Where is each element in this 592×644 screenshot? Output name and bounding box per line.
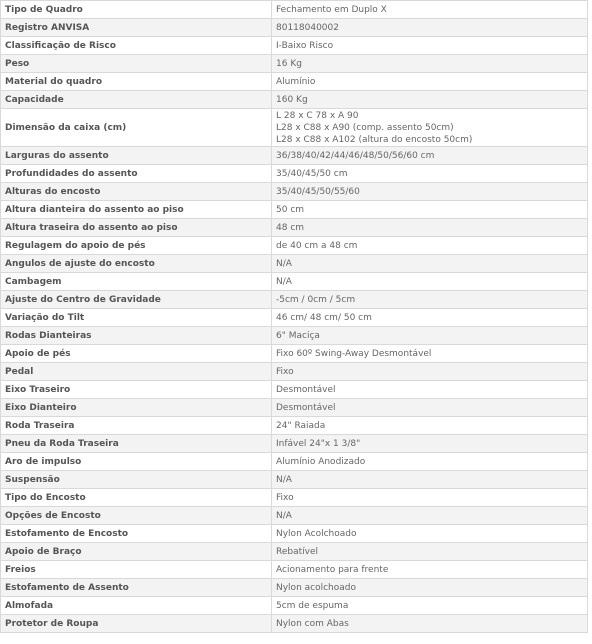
spec-value (272, 55, 588, 73)
spec-label: Estofamento de Encosto (1, 525, 272, 543)
spec-value (272, 399, 588, 417)
spec-value (272, 435, 588, 453)
spec-value-line: L28 x C88 x A90 (comp. assento 50cm) (276, 122, 454, 133)
spec-value-line: Fixo (276, 492, 294, 503)
spec-label: Opções de Encosto (1, 507, 272, 525)
spec-row (1, 417, 588, 435)
spec-value-line: 35/40/45/50 cm (276, 168, 348, 179)
spec-row (1, 237, 588, 255)
spec-value-line: 80118040002 (276, 22, 339, 33)
spec-value-line: 160 Kg (276, 94, 308, 105)
spec-value-line: 5cm de espuma (276, 600, 349, 611)
spec-row (1, 507, 588, 525)
spec-row (1, 525, 588, 543)
spec-value-line: N/A (276, 474, 292, 485)
specifications-table-body (1, 1, 588, 633)
spec-value-line: 16 Kg (276, 58, 302, 69)
spec-row (1, 399, 588, 417)
spec-label: Eixo Dianteiro (1, 399, 272, 417)
spec-value-line: N/A (276, 258, 292, 269)
spec-row (1, 471, 588, 489)
spec-value (272, 73, 588, 91)
spec-value (272, 561, 588, 579)
spec-value-line: 36/38/40/42/44/46/48/50/56/60 cm (276, 150, 435, 161)
spec-value-line: Infável 24"x 1 3/8" (276, 438, 361, 449)
spec-value-line: N/A (276, 510, 292, 521)
spec-value-line: Alumínio Anodizado (276, 456, 366, 467)
spec-label: Alturas do encosto (1, 183, 272, 201)
spec-value (272, 327, 588, 345)
spec-value-line: Rebatível (276, 546, 319, 557)
spec-row (1, 543, 588, 561)
spec-value (272, 19, 588, 37)
spec-value-line: L28 x C88 x A102 (altura do encosto 50cm) (276, 134, 473, 145)
spec-value-line: I-Baixo Risco (276, 40, 334, 51)
spec-value-line: 50 cm (276, 204, 305, 215)
spec-row (1, 147, 588, 165)
spec-value-line: Nylon com Abas (276, 618, 349, 629)
spec-label: Registro ANVISA (1, 19, 272, 37)
spec-value-line: 6" Maciça (276, 330, 320, 341)
spec-row (1, 183, 588, 201)
spec-value (272, 471, 588, 489)
spec-row (1, 309, 588, 327)
spec-label: Apoio de pés (1, 345, 272, 363)
spec-label: Tipo de Quadro (1, 1, 272, 19)
spec-row (1, 109, 588, 147)
spec-value (272, 597, 588, 615)
spec-row (1, 579, 588, 597)
spec-value (272, 37, 588, 55)
spec-row (1, 219, 588, 237)
spec-row (1, 597, 588, 615)
spec-label: Eixo Traseiro (1, 381, 272, 399)
spec-value (272, 615, 588, 633)
spec-value-line: Nylon Acolchoado (276, 528, 357, 539)
spec-value-line: 46 cm/ 48 cm/ 50 cm (276, 312, 372, 323)
spec-label: Larguras do assento (1, 147, 272, 165)
spec-value (272, 309, 588, 327)
spec-value-line: Acionamento para frente (276, 564, 389, 575)
spec-value-line: Desmontável (276, 402, 336, 413)
spec-label: Suspensão (1, 471, 272, 489)
spec-row (1, 363, 588, 381)
spec-value-line: 35/40/45/50/55/60 (276, 186, 360, 197)
spec-label: Dimensão da caixa (cm) (1, 109, 272, 147)
spec-row (1, 615, 588, 633)
spec-row (1, 291, 588, 309)
spec-value (272, 543, 588, 561)
spec-label: Estofamento de Assento (1, 579, 272, 597)
spec-row (1, 273, 588, 291)
spec-value (272, 237, 588, 255)
spec-row (1, 55, 588, 73)
spec-label: Profundidades do assento (1, 165, 272, 183)
spec-row (1, 91, 588, 109)
spec-label: Aro de impulso (1, 453, 272, 471)
spec-value-line: Nylon acolchoado (276, 582, 356, 593)
spec-label: Altura traseira do assento ao piso (1, 219, 272, 237)
spec-value (272, 417, 588, 435)
spec-label: Capacidade (1, 91, 272, 109)
spec-value (272, 1, 588, 19)
spec-row (1, 381, 588, 399)
spec-label: Rodas Dianteiras (1, 327, 272, 345)
spec-value (272, 201, 588, 219)
spec-value-line: Desmontável (276, 384, 336, 395)
spec-row (1, 37, 588, 55)
spec-value (272, 291, 588, 309)
spec-value (272, 363, 588, 381)
spec-label: Tipo do Encosto (1, 489, 272, 507)
spec-value-line: Fixo (276, 366, 294, 377)
spec-label: Altura dianteira do assento ao piso (1, 201, 272, 219)
spec-value-line: Fixo 60º Swing-Away Desmontável (276, 348, 432, 359)
spec-row (1, 255, 588, 273)
spec-value-line: de 40 cm a 48 cm (276, 240, 358, 251)
spec-value (272, 345, 588, 363)
spec-label: Almofada (1, 597, 272, 615)
spec-value (272, 525, 588, 543)
spec-value-line: 24" Raiada (276, 420, 326, 431)
spec-label: Protetor de Roupa (1, 615, 272, 633)
spec-row (1, 561, 588, 579)
spec-value (272, 453, 588, 471)
spec-value-line: 48 cm (276, 222, 305, 233)
spec-value-line: Alumínio (276, 76, 316, 87)
spec-value (272, 219, 588, 237)
spec-row (1, 345, 588, 363)
spec-label: Pneu da Roda Traseira (1, 435, 272, 453)
spec-row (1, 1, 588, 19)
spec-label: Variação do Tilt (1, 309, 272, 327)
spec-label: Pedal (1, 363, 272, 381)
spec-label: Freios (1, 561, 272, 579)
spec-value (272, 109, 588, 147)
spec-row (1, 453, 588, 471)
spec-label: Roda Traseira (1, 417, 272, 435)
spec-row (1, 165, 588, 183)
spec-value-line: Fechamento em Duplo X (276, 4, 387, 15)
spec-value (272, 273, 588, 291)
spec-row (1, 327, 588, 345)
spec-value (272, 507, 588, 525)
spec-value-line: L 28 x C 78 x A 90 (276, 110, 359, 121)
spec-value (272, 183, 588, 201)
spec-row (1, 73, 588, 91)
spec-row (1, 489, 588, 507)
spec-row (1, 435, 588, 453)
spec-value-line: N/A (276, 276, 292, 287)
spec-label: Material do quadro (1, 73, 272, 91)
spec-value (272, 255, 588, 273)
spec-label: Apoio de Braço (1, 543, 272, 561)
spec-label: Classificação de Risco (1, 37, 272, 55)
spec-label: Ajuste do Centro de Gravidade (1, 291, 272, 309)
spec-label: Cambagem (1, 273, 272, 291)
spec-value (272, 147, 588, 165)
spec-label: Peso (1, 55, 272, 73)
spec-value (272, 579, 588, 597)
spec-label: Angulos de ajuste do encosto (1, 255, 272, 273)
spec-value (272, 381, 588, 399)
spec-value (272, 165, 588, 183)
spec-value (272, 489, 588, 507)
spec-row (1, 201, 588, 219)
spec-row (1, 19, 588, 37)
spec-value (272, 91, 588, 109)
spec-value-line: -5cm / 0cm / 5cm (276, 294, 356, 305)
spec-label: Regulagem do apoio de pés (1, 237, 272, 255)
